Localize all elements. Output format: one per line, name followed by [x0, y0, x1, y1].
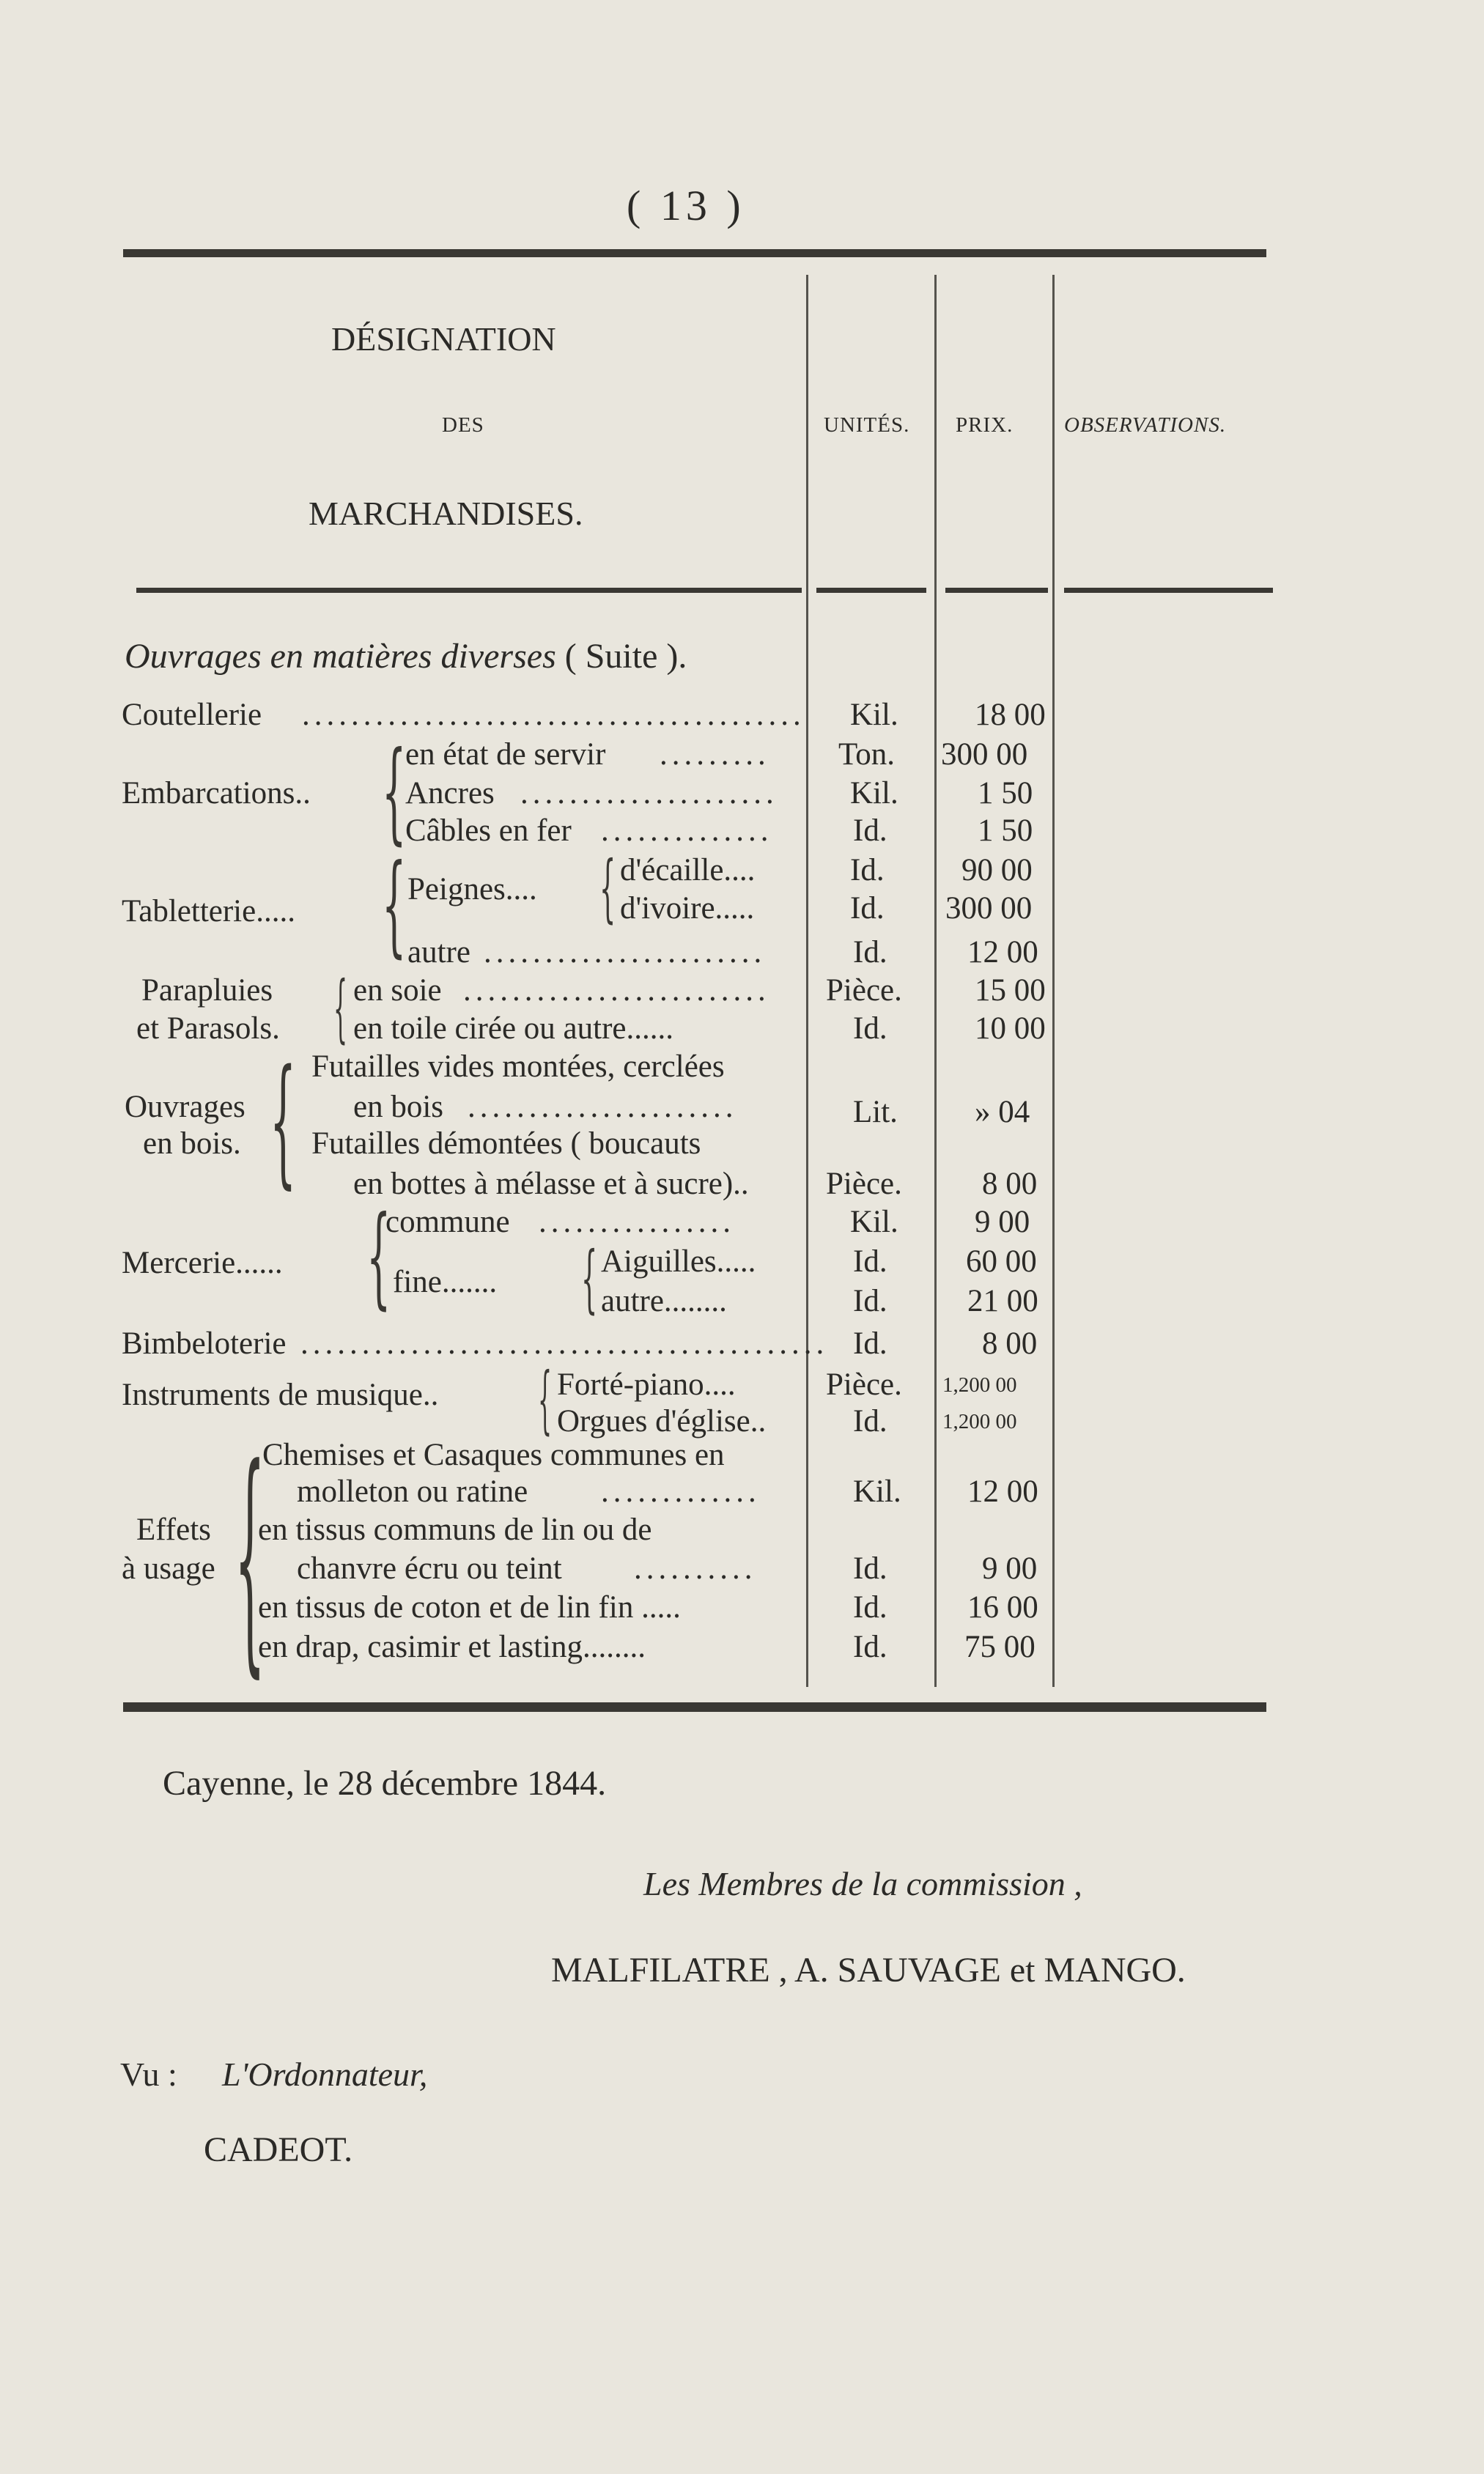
header-rule-designation: [136, 588, 802, 593]
tabletterie-brace: {: [382, 841, 407, 969]
header-unites: UNITÉS.: [824, 413, 910, 437]
row-ouvrages-bois-2: [0, 1167, 1484, 1202]
mercerie-unit: Id.: [853, 1284, 887, 1318]
ouvrages-bois-line4: en bottes à mélasse et à sucre)..: [353, 1167, 749, 1201]
cadeot-signature: CADEOT.: [204, 2130, 353, 2169]
parapluies-item-label: en toile cirée ou autre......: [353, 1011, 673, 1046]
header-rule-observations: [1064, 588, 1273, 593]
row-embarcations-2: [0, 776, 1484, 811]
embarcations-brace: {: [382, 728, 407, 856]
parapluies-unit: Pièce.: [826, 973, 902, 1008]
effets-unit: Kil.: [853, 1474, 901, 1509]
parapluies-price: 10 00: [975, 1011, 1046, 1046]
ouvrages-bois-label1: Ouvrages: [125, 1090, 246, 1124]
row-coutellerie: [0, 698, 1484, 733]
embarcations-item-label: Ancres: [405, 776, 495, 810]
tabletterie-item-label: autre: [407, 935, 470, 970]
effets-label1: Effets: [136, 1513, 211, 1547]
row-mercerie-3: [0, 1284, 1484, 1319]
parapluies-unit: Id.: [853, 1011, 887, 1046]
ouvrages-bois-brace: {: [270, 1040, 297, 1202]
row-tabletterie-3: [0, 935, 1484, 970]
leader-dots: .....................: [520, 776, 778, 810]
leader-dots: ......................: [468, 1090, 738, 1124]
mercerie-price: 60 00: [966, 1244, 1037, 1279]
parapluies-label: Parapluies: [141, 973, 273, 1008]
header-rule-prix: [945, 588, 1048, 593]
leader-dots: .............: [601, 1474, 761, 1509]
header-rule-unites: [816, 588, 926, 593]
instruments-item-label: Forté-piano....: [557, 1367, 736, 1402]
peignes-brace: {: [599, 845, 616, 931]
row-instruments-1: [0, 1367, 1484, 1403]
mercerie-item-label: autre........: [601, 1284, 727, 1318]
header-prix: PRIX.: [956, 413, 1014, 437]
embarcations-unit: Id.: [853, 813, 887, 848]
bottom-rule: [123, 1702, 1266, 1712]
leader-dots: ...........................................: [300, 1326, 829, 1361]
vu-label: Vu :: [120, 2056, 177, 2093]
header-observations: OBSERVATIONS.: [1064, 413, 1227, 437]
leader-dots: ..............: [601, 813, 773, 848]
row-parapluies-1: [0, 973, 1484, 1008]
effets-unit: Id.: [853, 1630, 887, 1664]
mercerie-item-label: Aiguilles.....: [601, 1244, 756, 1279]
row-effets-1: [0, 1474, 1484, 1510]
embarcations-price: 300 00: [941, 737, 1028, 772]
ouvrages-bois-price: » 04: [975, 1095, 1030, 1129]
tabletterie-item-label: d'écaille....: [620, 853, 756, 887]
fine-brace: {: [581, 1236, 598, 1321]
mercerie-fine: fine.......: [393, 1265, 498, 1299]
mercerie-label: Mercerie......: [122, 1246, 283, 1280]
leader-dots: ..........: [634, 1551, 757, 1586]
instruments-price: 1,200 00: [942, 1373, 1017, 1397]
row-effets-3: [0, 1590, 1484, 1625]
header-des: DES: [442, 413, 484, 437]
row-mercerie-1: [0, 1205, 1484, 1240]
row-instruments-2: [0, 1404, 1484, 1439]
bimbeloterie-label: Bimbeloterie: [122, 1326, 287, 1361]
top-rule: [123, 249, 1266, 257]
tabletterie-unit: Id.: [850, 853, 885, 887]
instruments-unit: Pièce.: [826, 1367, 902, 1402]
parapluies-brace: {: [333, 965, 348, 1051]
instruments-unit: Id.: [853, 1404, 887, 1439]
row-embarcations-3: [0, 813, 1484, 849]
effets-line2: molleton ou ratine: [297, 1474, 528, 1509]
ouvrages-bois-label2: en bois.: [143, 1126, 241, 1161]
effets-price: 75 00: [964, 1630, 1036, 1664]
header-designation: DÉSIGNATION: [331, 320, 556, 358]
embarcations-price: 1 50: [978, 776, 1033, 810]
parasols-label: et Parasols.: [136, 1011, 280, 1046]
page-number: ( 13 ): [627, 182, 745, 229]
tabletterie-unit: Id.: [850, 891, 885, 926]
bimbeloterie-price: 8 00: [982, 1326, 1038, 1361]
leader-dots: ................: [539, 1205, 735, 1239]
mercerie-unit: Id.: [853, 1244, 887, 1279]
leader-dots: .........................: [463, 973, 770, 1008]
tabletterie-price: 300 00: [945, 891, 1033, 926]
bimbeloterie-unit: Id.: [853, 1326, 887, 1361]
ouvrages-bois-line1: Futailles vides montées, cerclées: [311, 1049, 725, 1084]
mercerie-unit: Kil.: [850, 1205, 898, 1239]
tabletterie-price: 90 00: [961, 853, 1033, 887]
tabletterie-label: Tabletterie.....: [122, 894, 295, 928]
leader-dots: .........................................: [302, 698, 805, 732]
tabletterie-peignes: Peignes....: [407, 872, 537, 906]
embarcations-item-label: Câbles en fer: [405, 813, 572, 848]
row-embarcations-1: [0, 737, 1484, 772]
ouvrages-bois-line3: Futailles démontées ( boucauts: [311, 1126, 701, 1161]
effets-brace: {: [235, 1417, 265, 1698]
row-effets-2: [0, 1551, 1484, 1587]
parapluies-item-label: en soie: [353, 973, 442, 1008]
mercerie-brace: {: [366, 1193, 391, 1321]
members-line: Les Membres de la commission ,: [643, 1865, 1082, 1902]
coutellerie-price: 18 00: [975, 698, 1046, 732]
ordonnateur-label: L'Ordonnateur,: [222, 2056, 428, 2093]
parapluies-price: 15 00: [975, 973, 1046, 1008]
ouvrages-bois-price: 8 00: [982, 1167, 1038, 1201]
tabletterie-price: 12 00: [967, 935, 1038, 970]
row-ouvrages-bois-unit-1: [0, 1095, 1484, 1130]
ouvrages-bois-unit: Pièce.: [826, 1167, 902, 1201]
effets-line1: Chemises et Casaques communes en: [262, 1438, 725, 1472]
effets-price: 9 00: [982, 1551, 1038, 1586]
effets-price: 12 00: [967, 1474, 1038, 1509]
instruments-label: Instruments de musique..: [122, 1378, 439, 1412]
effets-line6: en drap, casimir et lasting........: [258, 1630, 646, 1664]
embarcations-price: 1 50: [978, 813, 1033, 848]
ouvrages-bois-line2: en bois: [353, 1090, 444, 1124]
section-title-text: Ouvrages en matières diverses: [125, 637, 556, 676]
date-line: Cayenne, le 28 décembre 1844.: [163, 1764, 607, 1803]
effets-label2: à usage: [122, 1551, 215, 1586]
header-marchandises: MARCHANDISES.: [309, 495, 583, 532]
embarcations-label: Embarcations..: [122, 776, 311, 810]
tabletterie-unit: Id.: [853, 935, 887, 970]
tabletterie-item-label: d'ivoire.....: [620, 891, 755, 926]
row-mercerie-2: [0, 1244, 1484, 1280]
row-tabletterie-1: [0, 853, 1484, 888]
mercerie-price: 21 00: [967, 1284, 1038, 1318]
effets-line5: en tissus de coton et de lin fin .....: [258, 1590, 681, 1625]
signatories: MALFILATRE , A. SAUVAGE et MANGO.: [551, 1951, 1186, 1990]
embarcations-unit: Ton.: [838, 737, 896, 772]
section-title-suite: ( Suite ).: [564, 637, 687, 676]
mercerie-price: 9 00: [975, 1205, 1030, 1239]
coutellerie-label: Coutellerie: [122, 698, 262, 732]
effets-line3: en tissus communs de lin ou de: [258, 1513, 652, 1547]
section-title: [125, 639, 687, 674]
embarcations-unit: Kil.: [850, 776, 898, 810]
leader-dots: .........: [660, 737, 770, 772]
instruments-item-label: Orgues d'église..: [557, 1404, 767, 1439]
effets-line4: chanvre écru ou teint: [297, 1551, 562, 1586]
row-parapluies-2: [0, 1011, 1484, 1046]
instruments-price: 1,200 00: [942, 1410, 1017, 1433]
ouvrages-bois-unit: Lit.: [853, 1095, 898, 1129]
effets-unit: Id.: [853, 1551, 887, 1586]
instruments-brace: {: [538, 1356, 553, 1442]
mercerie-item-label: commune: [385, 1205, 510, 1239]
row-tabletterie-2: [0, 891, 1484, 926]
leader-dots: .......................: [484, 935, 767, 970]
embarcations-item-label: en état de servir: [405, 737, 606, 772]
coutellerie-unit: Kil.: [850, 698, 898, 732]
row-effets-4: [0, 1630, 1484, 1665]
effets-unit: Id.: [853, 1590, 887, 1625]
row-bimbeloterie: [0, 1326, 1484, 1362]
effets-price: 16 00: [967, 1590, 1038, 1625]
